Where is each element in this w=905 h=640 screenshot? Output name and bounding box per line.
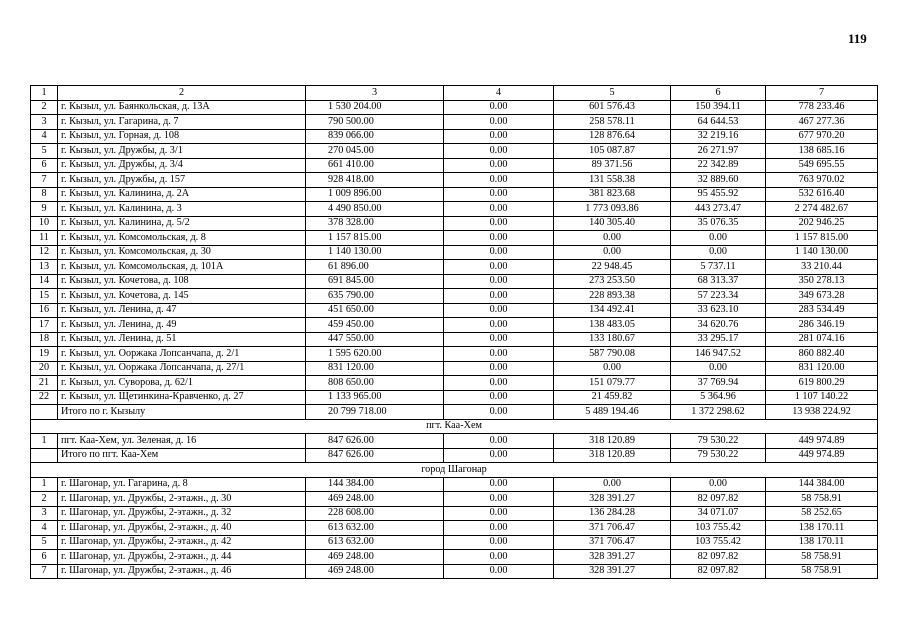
col7-amount-cell: 202 946.25	[766, 216, 878, 231]
table-row	[31, 564, 878, 579]
col3-amount-cell: 613 632.00	[306, 535, 444, 550]
col4-amount-cell: 0.00	[444, 260, 554, 275]
table-row	[31, 173, 878, 188]
col6-amount-cell: 443 273.47	[671, 202, 766, 217]
col7-amount-cell: 778 233.46	[766, 100, 878, 115]
row-number-cell: 15	[31, 289, 58, 304]
address-cell: г. Шагонар, ул. Дружбы, 2-этажн., д. 44	[58, 550, 306, 565]
table-row	[31, 274, 878, 289]
col6-amount-cell: 150 394.11	[671, 100, 766, 115]
col5-amount-cell: 151 079.77	[554, 376, 671, 391]
address-cell: г. Шагонар, ул. Дружбы, 2-этажн., д. 46	[58, 564, 306, 579]
address-cell: г. Кызыл, ул. Комсомольская, д. 101А	[58, 260, 306, 275]
address-cell: г. Шагонар, ул. Гагарина, д. 8	[58, 477, 306, 492]
row-number-cell: 6	[31, 550, 58, 565]
col4-amount-cell: 0.00	[444, 303, 554, 318]
col3-amount-cell: 1 009 896.00	[306, 187, 444, 202]
table-row	[31, 129, 878, 144]
col5-amount-cell: 138 483.05	[554, 318, 671, 333]
address-cell: пгт. Каа-Хем, ул. Зеленая, д. 16	[58, 434, 306, 449]
col5-amount-cell: 131 558.38	[554, 173, 671, 188]
address-cell: г. Кызыл, ул. Кочетова, д. 145	[58, 289, 306, 304]
col5-amount-cell: 258 578.11	[554, 115, 671, 130]
col7-amount-cell: 281 074.16	[766, 332, 878, 347]
col5-amount-cell: 381 823.68	[554, 187, 671, 202]
address-cell: г. Кызыл, ул. Дружбы, д. 3/4	[58, 158, 306, 173]
col5-amount-cell: 21 459.82	[554, 390, 671, 405]
col6-amount-cell: 95 455.92	[671, 187, 766, 202]
col4-amount-cell: 0.00	[444, 477, 554, 492]
col7-amount-cell: 144 384.00	[766, 477, 878, 492]
col7-amount-cell: 549 695.55	[766, 158, 878, 173]
col5-amount-cell: 136 284.28	[554, 506, 671, 521]
address-cell: г. Кызыл, ул. Калинина, д. 3	[58, 202, 306, 217]
col5-amount-cell: 0.00	[554, 231, 671, 246]
table-row	[31, 361, 878, 376]
col6-amount-cell: 82 097.82	[671, 550, 766, 565]
table-body	[31, 86, 878, 579]
table-row	[31, 231, 878, 246]
col3-amount-cell: 459 450.00	[306, 318, 444, 333]
table-row	[31, 434, 878, 449]
col4-amount-cell: 0.00	[444, 173, 554, 188]
col7-amount-cell: 58 758.91	[766, 492, 878, 507]
col4-amount-cell: 0.00	[444, 318, 554, 333]
row-number-cell	[31, 405, 58, 420]
col3-amount-cell: 228 608.00	[306, 506, 444, 521]
row-number-cell: 17	[31, 318, 58, 333]
col3-amount-cell: 4 490 850.00	[306, 202, 444, 217]
col6-amount-cell: 68 313.37	[671, 274, 766, 289]
col3-amount-cell: 928 418.00	[306, 173, 444, 188]
row-number-cell: 11	[31, 231, 58, 246]
col5-amount-cell: 273 253.50	[554, 274, 671, 289]
row-number-cell: 4	[31, 129, 58, 144]
col5-amount-cell: 371 706.47	[554, 521, 671, 536]
col6-amount-cell: 22 342.89	[671, 158, 766, 173]
table-row	[31, 260, 878, 275]
col5-amount-cell: 1 773 093.86	[554, 202, 671, 217]
col7-amount-cell: 449 974.89	[766, 434, 878, 449]
col4-amount-cell: 0.00	[444, 144, 554, 159]
col7-amount-cell: 13 938 224.92	[766, 405, 878, 420]
address-cell: г. Шагонар, ул. Дружбы, 2-этажн., д. 30	[58, 492, 306, 507]
total-row	[31, 405, 878, 420]
column-number: 7	[766, 86, 878, 101]
col6-amount-cell: 103 755.42	[671, 521, 766, 536]
col5-amount-cell: 228 893.38	[554, 289, 671, 304]
col4-amount-cell: 0.00	[444, 216, 554, 231]
col5-amount-cell: 105 087.87	[554, 144, 671, 159]
col5-amount-cell: 140 305.40	[554, 216, 671, 231]
col4-amount-cell: 0.00	[444, 492, 554, 507]
col5-amount-cell: 0.00	[554, 477, 671, 492]
row-number-cell: 2	[31, 100, 58, 115]
table-row	[31, 115, 878, 130]
col3-amount-cell: 451 650.00	[306, 303, 444, 318]
total-label-cell: Итого по пгт. Каа-Хем	[58, 448, 306, 463]
col5-amount-cell: 601 576.43	[554, 100, 671, 115]
col3-amount-cell: 469 248.00	[306, 564, 444, 579]
col4-amount-cell: 0.00	[444, 289, 554, 304]
address-cell: г. Кызыл, ул. Ленина, д. 51	[58, 332, 306, 347]
col3-amount-cell: 1 133 965.00	[306, 390, 444, 405]
col6-amount-cell: 82 097.82	[671, 564, 766, 579]
col4-amount-cell: 0.00	[444, 158, 554, 173]
col7-amount-cell: 349 673.28	[766, 289, 878, 304]
col4-amount-cell: 0.00	[444, 187, 554, 202]
housing-funds-table	[30, 85, 878, 579]
table-row	[31, 521, 878, 536]
col5-amount-cell: 134 492.41	[554, 303, 671, 318]
col6-amount-cell: 26 271.97	[671, 144, 766, 159]
table-row	[31, 492, 878, 507]
col3-amount-cell: 270 045.00	[306, 144, 444, 159]
row-number-cell: 16	[31, 303, 58, 318]
section-title: пгт. Каа-Хем	[31, 419, 878, 434]
col3-amount-cell: 20 799 718.00	[306, 405, 444, 420]
col6-amount-cell: 1 372 298.62	[671, 405, 766, 420]
col4-amount-cell: 0.00	[444, 506, 554, 521]
address-cell: г. Кызыл, ул. Комсомольская, д. 8	[58, 231, 306, 246]
row-number-cell: 7	[31, 564, 58, 579]
col3-amount-cell: 1 595 620.00	[306, 347, 444, 362]
col3-amount-cell: 1 157 815.00	[306, 231, 444, 246]
col4-amount-cell: 0.00	[444, 100, 554, 115]
col3-amount-cell: 1 140 130.00	[306, 245, 444, 260]
table-row	[31, 506, 878, 521]
col3-amount-cell: 831 120.00	[306, 361, 444, 376]
col4-amount-cell: 0.00	[444, 129, 554, 144]
table-row	[31, 318, 878, 333]
section-title: город Шагонар	[31, 463, 878, 478]
table-row	[31, 347, 878, 362]
col6-amount-cell: 0.00	[671, 245, 766, 260]
address-cell: г. Кызыл, ул. Кочетова, д. 108	[58, 274, 306, 289]
address-cell: г. Кызыл, ул. Щетинкина-Кравченко, д. 27	[58, 390, 306, 405]
page-number: 119	[848, 31, 867, 46]
col4-amount-cell: 0.00	[444, 564, 554, 579]
col5-amount-cell: 133 180.67	[554, 332, 671, 347]
address-cell: г. Шагонар, ул. Дружбы, 2-этажн., д. 42	[58, 535, 306, 550]
row-number-cell: 4	[31, 521, 58, 536]
address-cell: г. Кызыл, ул. Комсомольская, д. 30	[58, 245, 306, 260]
col4-amount-cell: 0.00	[444, 361, 554, 376]
address-cell: г. Кызыл, ул. Дружбы, д. 3/1	[58, 144, 306, 159]
table-row	[31, 289, 878, 304]
col6-amount-cell: 35 076.35	[671, 216, 766, 231]
col5-amount-cell: 0.00	[554, 361, 671, 376]
col4-amount-cell: 0.00	[444, 231, 554, 246]
col6-amount-cell: 64 644.53	[671, 115, 766, 130]
total-row	[31, 448, 878, 463]
col6-amount-cell: 34 620.76	[671, 318, 766, 333]
col7-amount-cell: 33 210.44	[766, 260, 878, 275]
table-row	[31, 550, 878, 565]
col6-amount-cell: 103 755.42	[671, 535, 766, 550]
column-number: 5	[554, 86, 671, 101]
col5-amount-cell: 5 489 194.46	[554, 405, 671, 420]
col6-amount-cell: 82 097.82	[671, 492, 766, 507]
col7-amount-cell: 532 616.40	[766, 187, 878, 202]
col7-amount-cell: 58 252.65	[766, 506, 878, 521]
col6-amount-cell: 5 737.11	[671, 260, 766, 275]
col6-amount-cell: 79 530.22	[671, 434, 766, 449]
col4-amount-cell: 0.00	[444, 347, 554, 362]
col5-amount-cell: 0.00	[554, 245, 671, 260]
address-cell: г. Кызыл, ул. Горная, д. 108	[58, 129, 306, 144]
col6-amount-cell: 57 223.34	[671, 289, 766, 304]
column-number-row	[31, 86, 878, 101]
table-row	[31, 216, 878, 231]
row-number-cell: 3	[31, 115, 58, 130]
col4-amount-cell: 0.00	[444, 115, 554, 130]
col3-amount-cell: 808 650.00	[306, 376, 444, 391]
row-number-cell: 12	[31, 245, 58, 260]
col5-amount-cell: 328 391.27	[554, 550, 671, 565]
col7-amount-cell: 138 685.16	[766, 144, 878, 159]
col3-amount-cell: 1 530 204.00	[306, 100, 444, 115]
col7-amount-cell: 350 278.13	[766, 274, 878, 289]
col5-amount-cell: 587 790.08	[554, 347, 671, 362]
address-cell: г. Кызыл, ул. Гагарина, д. 7	[58, 115, 306, 130]
col7-amount-cell: 831 120.00	[766, 361, 878, 376]
row-number-cell: 19	[31, 347, 58, 362]
col3-amount-cell: 144 384.00	[306, 477, 444, 492]
row-number-cell: 13	[31, 260, 58, 275]
address-cell: г. Шагонар, ул. Дружбы, 2-этажн., д. 32	[58, 506, 306, 521]
table-row	[31, 158, 878, 173]
column-number: 3	[306, 86, 444, 101]
col4-amount-cell: 0.00	[444, 202, 554, 217]
column-number: 1	[31, 86, 58, 101]
col7-amount-cell: 677 970.20	[766, 129, 878, 144]
col7-amount-cell: 763 970.02	[766, 173, 878, 188]
col4-amount-cell: 0.00	[444, 448, 554, 463]
col4-amount-cell: 0.00	[444, 535, 554, 550]
table-row	[31, 332, 878, 347]
row-number-cell: 1	[31, 477, 58, 492]
col4-amount-cell: 0.00	[444, 376, 554, 391]
col6-amount-cell: 5 364.96	[671, 390, 766, 405]
col3-amount-cell: 378 328.00	[306, 216, 444, 231]
col5-amount-cell: 328 391.27	[554, 564, 671, 579]
col6-amount-cell: 33 623.10	[671, 303, 766, 318]
table-row	[31, 390, 878, 405]
table-row	[31, 477, 878, 492]
row-number-cell: 5	[31, 535, 58, 550]
col7-amount-cell: 58 758.91	[766, 550, 878, 565]
col7-amount-cell: 138 170.11	[766, 535, 878, 550]
row-number-cell: 9	[31, 202, 58, 217]
address-cell: г. Кызыл, ул. Суворова, д. 62/1	[58, 376, 306, 391]
col3-amount-cell: 847 626.00	[306, 434, 444, 449]
column-number: 6	[671, 86, 766, 101]
col7-amount-cell: 467 277.36	[766, 115, 878, 130]
col3-amount-cell: 847 626.00	[306, 448, 444, 463]
address-cell: г. Кызыл, ул. Калинина, д. 2А	[58, 187, 306, 202]
table-row	[31, 144, 878, 159]
table-row	[31, 100, 878, 115]
col7-amount-cell: 860 882.40	[766, 347, 878, 362]
col4-amount-cell: 0.00	[444, 405, 554, 420]
address-cell: г. Кызыл, ул. Калинина, д. 5/2	[58, 216, 306, 231]
section-header-row	[31, 463, 878, 478]
col7-amount-cell: 138 170.11	[766, 521, 878, 536]
col5-amount-cell: 89 371.56	[554, 158, 671, 173]
row-number-cell: 10	[31, 216, 58, 231]
address-cell: г. Шагонар, ул. Дружбы, 2-этажн., д. 40	[58, 521, 306, 536]
table-row	[31, 303, 878, 318]
col4-amount-cell: 0.00	[444, 434, 554, 449]
col5-amount-cell: 371 706.47	[554, 535, 671, 550]
col6-amount-cell: 37 769.94	[671, 376, 766, 391]
row-number-cell: 20	[31, 361, 58, 376]
col5-amount-cell: 328 391.27	[554, 492, 671, 507]
table-row	[31, 535, 878, 550]
col6-amount-cell: 79 530.22	[671, 448, 766, 463]
col7-amount-cell: 449 974.89	[766, 448, 878, 463]
col6-amount-cell: 32 889.60	[671, 173, 766, 188]
row-number-cell: 3	[31, 506, 58, 521]
col7-amount-cell: 1 157 815.00	[766, 231, 878, 246]
col5-amount-cell: 128 876.64	[554, 129, 671, 144]
column-number: 2	[58, 86, 306, 101]
row-number-cell: 8	[31, 187, 58, 202]
col5-amount-cell: 22 948.45	[554, 260, 671, 275]
col4-amount-cell: 0.00	[444, 550, 554, 565]
col5-amount-cell: 318 120.89	[554, 448, 671, 463]
col7-amount-cell: 58 758.91	[766, 564, 878, 579]
table-row	[31, 187, 878, 202]
table-row	[31, 376, 878, 391]
column-number: 4	[444, 86, 554, 101]
row-number-cell: 21	[31, 376, 58, 391]
col3-amount-cell: 839 066.00	[306, 129, 444, 144]
section-header-row	[31, 419, 878, 434]
col4-amount-cell: 0.00	[444, 245, 554, 260]
col7-amount-cell: 286 346.19	[766, 318, 878, 333]
col3-amount-cell: 613 632.00	[306, 521, 444, 536]
col3-amount-cell: 61 896.00	[306, 260, 444, 275]
col4-amount-cell: 0.00	[444, 332, 554, 347]
col4-amount-cell: 0.00	[444, 274, 554, 289]
address-cell: г. Кызыл, ул. Ленина, д. 47	[58, 303, 306, 318]
row-number-cell: 18	[31, 332, 58, 347]
col3-amount-cell: 691 845.00	[306, 274, 444, 289]
address-cell: г. Кызыл, ул. Ленина, д. 49	[58, 318, 306, 333]
col4-amount-cell: 0.00	[444, 521, 554, 536]
col3-amount-cell: 635 790.00	[306, 289, 444, 304]
col5-amount-cell: 318 120.89	[554, 434, 671, 449]
row-number-cell: 6	[31, 158, 58, 173]
col6-amount-cell: 0.00	[671, 477, 766, 492]
address-cell: г. Кызыл, ул. Баянкольская, д. 13А	[58, 100, 306, 115]
col7-amount-cell: 1 107 140.22	[766, 390, 878, 405]
col6-amount-cell: 32 219.16	[671, 129, 766, 144]
row-number-cell: 2	[31, 492, 58, 507]
col6-amount-cell: 34 071.07	[671, 506, 766, 521]
address-cell: г. Кызыл, ул. Ооржака Лопсанчапа, д. 2/1	[58, 347, 306, 362]
col6-amount-cell: 33 295.17	[671, 332, 766, 347]
col7-amount-cell: 2 274 482.67	[766, 202, 878, 217]
col3-amount-cell: 790 500.00	[306, 115, 444, 130]
col3-amount-cell: 661 410.00	[306, 158, 444, 173]
address-cell: г. Кызыл, ул. Дружбы, д. 157	[58, 173, 306, 188]
table-row	[31, 202, 878, 217]
col6-amount-cell: 146 947.52	[671, 347, 766, 362]
row-number-cell: 7	[31, 173, 58, 188]
total-label-cell: Итого по г. Кызылу	[58, 405, 306, 420]
row-number-cell: 5	[31, 144, 58, 159]
row-number-cell: 22	[31, 390, 58, 405]
col7-amount-cell: 1 140 130.00	[766, 245, 878, 260]
col7-amount-cell: 619 800.29	[766, 376, 878, 391]
col7-amount-cell: 283 534.49	[766, 303, 878, 318]
col3-amount-cell: 469 248.00	[306, 492, 444, 507]
col6-amount-cell: 0.00	[671, 361, 766, 376]
row-number-cell: 1	[31, 434, 58, 449]
row-number-cell	[31, 448, 58, 463]
address-cell: г. Кызыл, ул. Ооржака Лопсанчапа, д. 27/1	[58, 361, 306, 376]
row-number-cell: 14	[31, 274, 58, 289]
col3-amount-cell: 469 248.00	[306, 550, 444, 565]
col6-amount-cell: 0.00	[671, 231, 766, 246]
table-row	[31, 245, 878, 260]
col4-amount-cell: 0.00	[444, 390, 554, 405]
col3-amount-cell: 447 550.00	[306, 332, 444, 347]
